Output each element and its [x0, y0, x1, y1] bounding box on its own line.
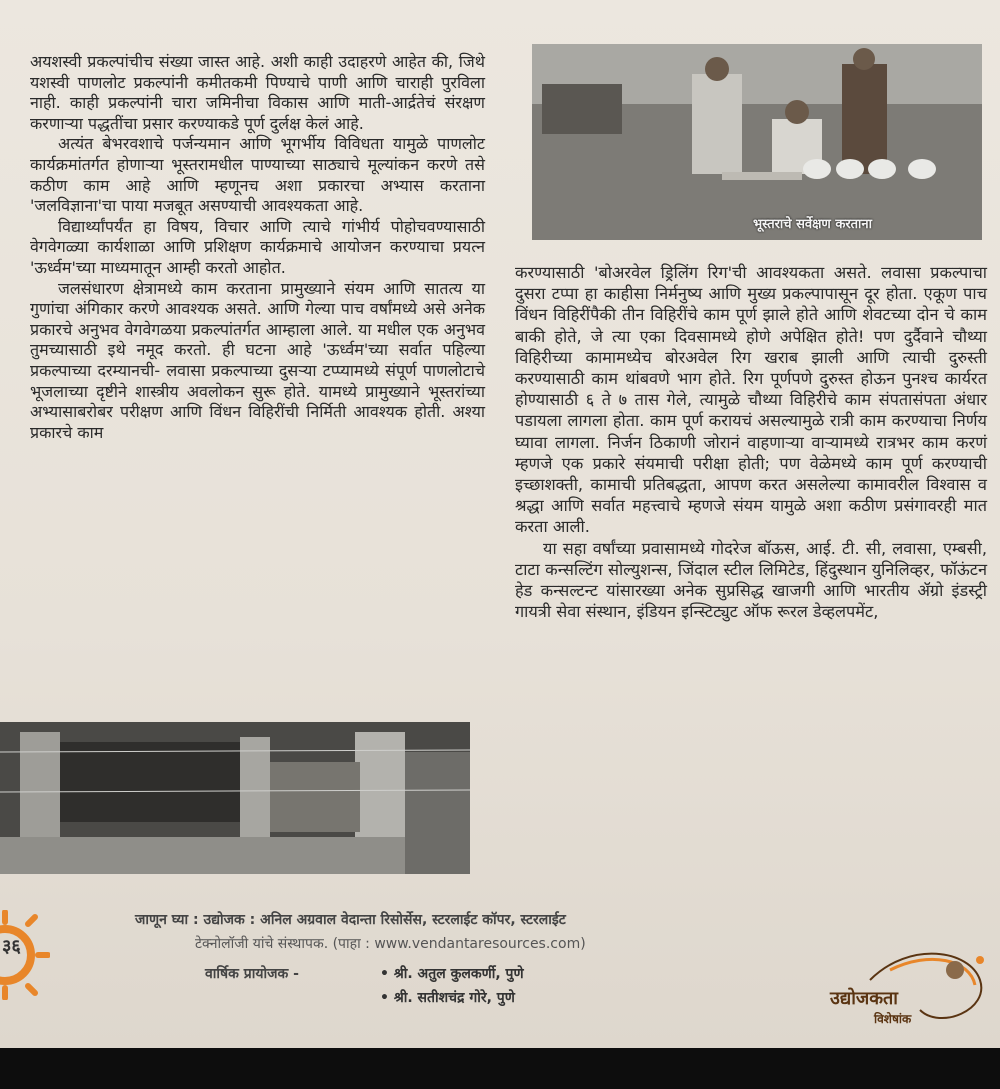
sponsor-item: • श्री. अतुल कुलकर्णी, पुणे [380, 966, 524, 982]
page-number: ३६ [2, 936, 21, 957]
survey-photo-art [532, 44, 982, 240]
right-text-column [515, 262, 987, 622]
right-paragraph-2: या सहा वर्षांच्या प्रवासामध्ये गोदरेज बॉऊस, आई. टी. सी, लवासा, एम्बसी, टाटा कन्सल्टिंग सोल्युशन्स, जिंदाल स्टील लिमिटेड, हिंदुस्थान युनिलिव्हर, फॉऊंटन हेड कन्सल्टन्ट यांसारख्या अनेक सुप्रसिद्ध खाजगी आणि भारतीय ॲग्रो इंडस्ट्री गायत्री सेवा संस्थान, इंडियन इन्स्टिट्युट ऑफ रूरल डेव्हलपमेंट, [515, 538, 987, 622]
survey-photo [532, 44, 982, 240]
logo-title: उद्योजकता [830, 988, 898, 1009]
footer-info-line-2: टेक्नोलॉजी यांचे संस्थापक. (पाहा : www.vendantaresources.com) [195, 936, 586, 952]
logo-subtitle: विशेषांक [874, 1012, 912, 1026]
left-paragraph-4: जलसंधारण क्षेत्रामध्ये काम करताना प्रामुख्याने संयम आणि सातत्य या गुणांचा अंगिकार करणे आवश्यक असते. आणि गेल्या पाच वर्षांमध्ये असे अनेक प्रकारचे अनुभव वेगवेगळया प्रकल्पांतर्गत आम्हाला आले. या मधील एक अनुभव तुमच्यासाठी इथे नमूद करतो. ही घटना आहे 'ऊर्ध्वम'च्या सर्वात पहिल्या प्रकल्पाच्या दरम्यानची- लवासा प्रकल्पाच्या दुसऱ्या टप्प्यामध्ये संपूर्ण पाणलोटाचे भूजलाच्या दृष्टीने शास्त्रीय अवलोकन सुरू होते. यामध्ये प्रामुख्याने भूस्तरांच्या अभ्यासाबरोबर परीक्षण आणि विंधन विहिरींची निर्मिती आवश्यक होती. अश्या प्रकारचे काम [30, 278, 485, 442]
left-paragraph-1: अयशस्वी प्रकल्पांचीच संख्या जास्त आहे. अशी काही उदाहरणे आहेत की, जिथे यशस्वी पाणलोट प्रकल्पांनी कमीतकमी पिण्याचे पाणी आणि चाराही पुरविला नाही. काही प्रकल्पांनी चारा जमिनीचा विकास आणि माती-आर्द्रतेचं संरक्षण करणाऱ्या पद्धतींचा प्रसार करण्याकडे पूर्ण दुर्लक्ष केलं आहे. [30, 52, 485, 133]
dark-bottom-edge [0, 1048, 1000, 1089]
left-text-column [30, 52, 485, 443]
sponsor-item: • श्री. सतीशचंद्र गोरे, पुणे [380, 990, 515, 1006]
special-issue-logo [830, 940, 1000, 1040]
right-paragraph-1: करण्यासाठी 'बोअरवेल ड्रिलिंग रिग'ची आवश्यकता असते. लवासा प्रकल्पाचा दुसरा टप्पा हा काहीसा निर्मनुष्य आणि मुख्य प्रकल्पापासून दूर होता. एकूण पाच विंधन विहिरींपैकी तीन विहिरींचे काम पूर्ण झाले होते आणि शेवटच्या दोन चे काम बाकी होते, जे त्या एका दिवसामध्ये होणे अपेक्षित होते! पण दुर्दैवाने चौथ्या विहिरीच्या कामामध्येच बोरअवेल रिग खराब झाली आणि त्याची दुरुस्ती करण्यासाठी काम थांबवणे भाग होते. रिग पूर्णपणे दुरुस्त होऊन पुनश्च कार्यरत होण्यासाठी ६ ते ७ तास गेले, त्यामुळे चौथ्या विहिरीचे काम संपतासंपता अंधार पडायला लागला होता. काम पूर्ण करायचं असल्यामुळे रात्री काम करण्याचा निर्णय घ्यावा लागला. निर्जन ठिकाणी जोरानं वाहणाऱ्या वाऱ्यामध्ये रात्रभर काम करणं म्हणजे एक प्रकारे संयमाची परीक्षा होती; पण वेळेमध्ये काम पूर्ण करण्याची इच्छाशक्ती, कामाची प्रतिबद्धता, आपण करत असलेल्या कामावरील विश्वास व श्रद्धा आणि सर्वात महत्त्वाचे म्हणजे संयम यामुळे अशा कठीण प्रसंगावरही मात करता आली. [515, 263, 987, 537]
sponsor-label: वार्षिक प्रायोजक - [205, 966, 299, 982]
left-paragraph-2: अत्यंत बेभरवशाचे पर्जन्यमान आणि भूगर्भीय विविधता यामुळे पाणलोट कार्यक्रमांतर्गत होणाऱ्या भूस्तरामधील पाण्याच्या साठ्याचे मूल्यांकन करणे तसे कठीण काम आहे आणि म्हणूनच अशा प्रकारचा अभ्यास करताना 'जलविज्ञाना'चा पाया मजबूत असण्याची आवश्यकता आहे. [30, 134, 485, 216]
survey-photo-caption: भूस्तराचे सर्वेक्षण करताना [753, 217, 872, 232]
left-paragraph-3: विद्यार्थ्यांपर्यंत हा विषय, विचार आणि त्याचे गांभीर्य पोहोचवण्यासाठी वेगवेगळ्या कार्यशाळा आणि प्रशिक्षण कार्यक्रमाचे आयोजन करण्याचा प्रयत्न 'ऊर्ध्वम'च्या माध्यमातून आम्ही करतो आहोत. [30, 216, 485, 277]
page-footer [0, 900, 1000, 1048]
well-photo [0, 722, 470, 874]
well-photo-art [0, 722, 470, 874]
footer-info-line-1: जाणून घ्या : उद्योजक : अनिल अग्रवाल वेदान्ता रिसोर्सेस, स्टरलाईट कॉपर, स्टरलाईट [135, 912, 566, 928]
